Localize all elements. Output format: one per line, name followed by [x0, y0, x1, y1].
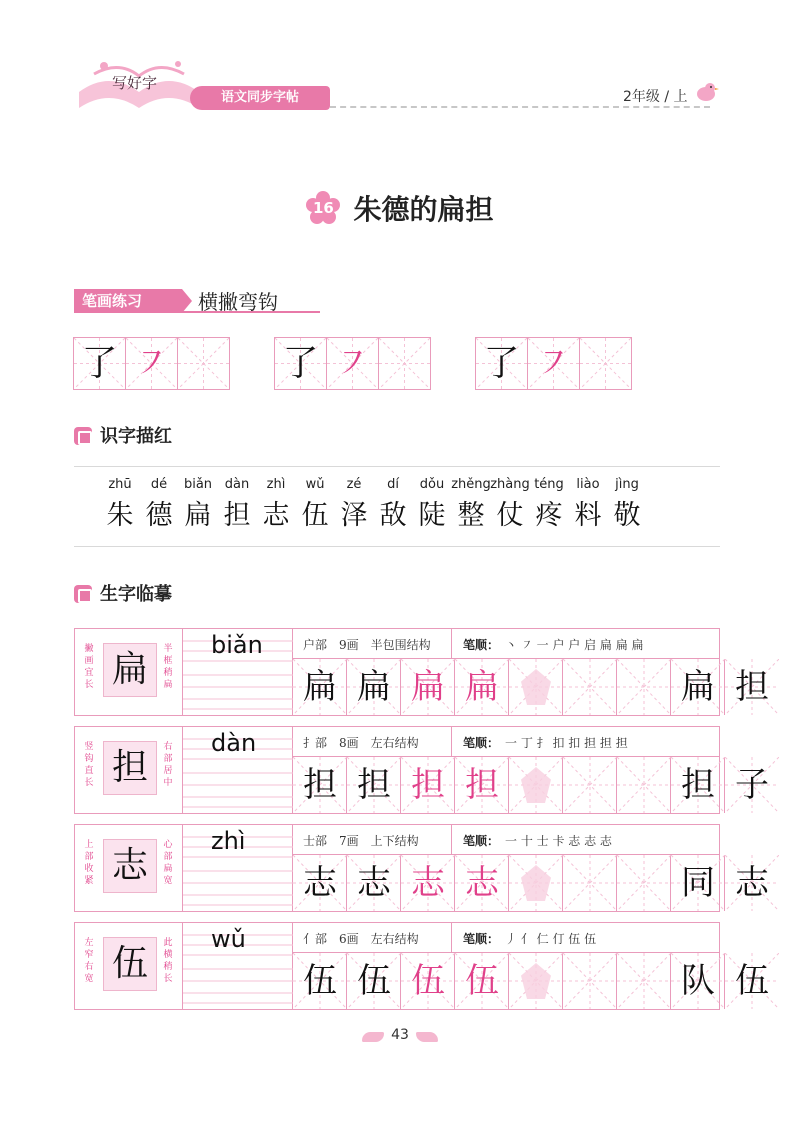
practice-character: 担: [681, 765, 715, 805]
practice-character: [563, 953, 617, 1009]
pinyin: dǒu: [419, 477, 445, 492]
stroke-order: 丿 亻 仁 仃 伍 伍: [505, 932, 597, 946]
practice-character: [509, 855, 563, 911]
practice-cell[interactable]: [617, 757, 671, 813]
practice-character: 担: [411, 765, 445, 805]
pinyin: liào: [576, 477, 600, 492]
radical-strokes-structure: 亻部 6画 左右结构: [303, 932, 419, 946]
lesson-number-badge: [306, 191, 340, 225]
trace-character[interactable]: 伍: [301, 500, 329, 531]
recognition-item: [139, 476, 179, 534]
practice-cell[interactable]: [401, 855, 455, 911]
practice-character: 志: [735, 863, 769, 903]
practice-character: 志: [465, 863, 499, 903]
model-character: 志: [111, 845, 148, 886]
practice-character: 扁: [303, 667, 337, 707]
practice-character: 志: [303, 863, 337, 903]
pinyin: zhì: [266, 477, 286, 492]
practice-cell[interactable]: [401, 659, 455, 715]
series-tag: 语文同步字帖: [190, 86, 330, 110]
practice-cell[interactable]: [725, 659, 779, 715]
trace-character[interactable]: 敬: [613, 500, 641, 531]
recognition-item: [178, 476, 218, 534]
practice-cell[interactable]: [293, 855, 347, 911]
practice-character: 扁: [411, 667, 445, 707]
practice-cell[interactable]: [509, 855, 563, 911]
model-character-box: [103, 839, 157, 893]
writing-tip-left: 上部收紧: [84, 840, 94, 886]
practice-cells: [293, 953, 779, 1009]
stroke-order-label: 笔顺：: [463, 932, 500, 946]
model-panel: [75, 825, 183, 911]
recognition-item: [217, 476, 257, 534]
radical-strokes-structure: 士部 7画 上下结构: [303, 834, 419, 848]
practice-cells: [293, 659, 779, 715]
practice-character: 担: [735, 667, 769, 707]
practice-character: 伍: [465, 961, 499, 1001]
stroke-order-label: 笔顺：: [463, 736, 500, 750]
page-number: 43: [391, 1027, 409, 1043]
practice-character: [509, 757, 563, 813]
stroke-order: 一 十 士 卡 志 志 志: [505, 834, 612, 848]
writing-tip-right: 右部居中: [163, 742, 173, 788]
model-character: 担: [111, 747, 148, 788]
stroke-order: 一 丁 扌 扣 扣 担 担 担: [505, 736, 628, 750]
trace-character[interactable]: 料: [574, 500, 602, 531]
model-panel: [75, 727, 183, 813]
pinyin: dí: [387, 477, 399, 492]
trace-character[interactable]: 整: [457, 500, 485, 531]
model-character-box: [103, 937, 157, 991]
stroke-cell[interactable]: ㇇: [125, 337, 178, 390]
practice-cell[interactable]: [617, 953, 671, 1009]
recognition-item: [295, 476, 335, 534]
stroke-grid-1: [74, 337, 230, 390]
practice-cell[interactable]: [509, 757, 563, 813]
practice-character: 伍: [735, 961, 769, 1001]
recognition-item: [412, 476, 452, 534]
practice-character: 担: [357, 765, 391, 805]
stroke-cell[interactable]: [579, 337, 632, 390]
stroke-cell[interactable]: 了: [274, 337, 327, 390]
recognition-item: [529, 476, 569, 534]
practice-cell[interactable]: [563, 757, 617, 813]
writing-tip-left: 左窄右宽: [84, 938, 94, 984]
practice-cell[interactable]: [293, 659, 347, 715]
practice-cell[interactable]: [293, 953, 347, 1009]
bird-icon: [694, 80, 720, 104]
pinyin-panel[interactable]: [183, 923, 293, 1009]
tracing-row: [74, 726, 769, 814]
leaf-icon: [416, 1032, 438, 1042]
practice-cell[interactable]: [347, 855, 401, 911]
pinyin-panel[interactable]: [183, 727, 293, 813]
practice-character: [563, 659, 617, 715]
practice-cell[interactable]: [671, 659, 725, 715]
pinyin-panel[interactable]: [183, 629, 293, 715]
practice-character: [509, 659, 563, 715]
practice-cell[interactable]: [401, 953, 455, 1009]
practice-cell[interactable]: [617, 855, 671, 911]
practice-character: 同: [681, 863, 715, 903]
pinyin: wǔ: [211, 925, 246, 953]
grade-label: 2年级 / 上: [623, 89, 688, 105]
trace-character[interactable]: 志: [262, 500, 290, 531]
stroke-underline: [74, 311, 320, 313]
practice-cell[interactable]: [671, 953, 725, 1009]
tracing-row: [74, 628, 769, 716]
practice-character: 扁: [465, 667, 499, 707]
stroke-order: 丶 ㇇ 一 户 户 启 扁 扁 扁: [505, 638, 644, 652]
practice-cell[interactable]: [563, 855, 617, 911]
pinyin: dé: [150, 477, 168, 492]
recognition-item: [100, 476, 140, 534]
lesson-title: 朱德的扁担: [353, 193, 494, 226]
radical-strokes-structure: 户部 9画 半包围结构: [303, 638, 431, 652]
practice-cell[interactable]: [401, 757, 455, 813]
trace-character[interactable]: 担: [223, 500, 251, 531]
stroke-order-label: 笔顺：: [463, 834, 500, 848]
pinyin: zhàng: [490, 477, 530, 492]
character-info: [293, 629, 719, 659]
practice-cell[interactable]: [509, 953, 563, 1009]
practice-character: [509, 953, 563, 1009]
practice-cell[interactable]: [671, 855, 725, 911]
model-character-box: [103, 741, 157, 795]
trace-character[interactable]: 德: [145, 500, 173, 531]
stroke-cell[interactable]: ㇇: [527, 337, 580, 390]
book-icon: [74, 427, 92, 445]
stroke-cell[interactable]: 了: [475, 337, 528, 390]
trace-character[interactable]: 泽: [340, 500, 368, 531]
pinyin: zé: [346, 477, 362, 492]
tracing-row: [74, 922, 769, 1010]
divider: [74, 466, 720, 467]
lesson-heading: [0, 188, 800, 228]
practice-cell[interactable]: [347, 757, 401, 813]
practice-character: 志: [411, 863, 445, 903]
practice-character: 伍: [411, 961, 445, 1001]
practice-cell[interactable]: [725, 757, 779, 813]
model-panel: [75, 923, 183, 1009]
practice-cell[interactable]: [455, 757, 509, 813]
writing-tip-left: 撇画宜长: [84, 644, 94, 690]
practice-cells: [293, 757, 779, 813]
pinyin: wǔ: [305, 477, 325, 492]
trace-character[interactable]: 仗: [496, 500, 524, 531]
header-divider: [330, 106, 710, 108]
stroke-cell[interactable]: 了: [73, 337, 126, 390]
practice-cell[interactable]: [293, 757, 347, 813]
model-panel: [75, 629, 183, 715]
notebook-icon: [74, 585, 92, 603]
tracing-row: [74, 824, 769, 912]
book-title: 写好字: [112, 74, 158, 92]
stroke-grid-2: [275, 337, 431, 390]
stroke-cell[interactable]: [177, 337, 230, 390]
character-info: [293, 727, 719, 757]
writing-tip-right: 此横稍长: [163, 938, 173, 984]
lesson-number: 16: [313, 199, 334, 217]
recognition-item: [334, 476, 374, 534]
recognition-item: [607, 476, 647, 534]
practice-cell[interactable]: [455, 953, 509, 1009]
recognition-heading: 识字描红: [74, 422, 172, 448]
practice-character: 子: [735, 765, 769, 805]
practice-character: 担: [303, 765, 337, 805]
practice-cells: [293, 855, 779, 911]
model-character: 伍: [111, 943, 148, 984]
writing-tip-right: 半框稍扁: [163, 644, 173, 690]
stroke-order-label: 笔顺：: [463, 638, 500, 652]
practice-character: [617, 855, 671, 911]
stroke-cell[interactable]: [378, 337, 431, 390]
divider: [74, 546, 720, 547]
practice-cell[interactable]: [347, 659, 401, 715]
pinyin: zhì: [211, 827, 246, 855]
pinyin: biǎn: [183, 477, 213, 492]
stroke-name: 横撇弯钩: [198, 290, 278, 314]
practice-character: 队: [681, 961, 715, 1001]
practice-character: 伍: [303, 961, 337, 1001]
stroke-cell[interactable]: ㇇: [326, 337, 379, 390]
stroke-grid-3: [476, 337, 632, 390]
practice-character: [617, 953, 671, 1009]
pinyin: jìng: [615, 477, 639, 492]
trace-character[interactable]: 陡: [418, 500, 446, 531]
recognition-list: [100, 476, 646, 534]
practice-cell[interactable]: [563, 953, 617, 1009]
model-character-box: [103, 643, 157, 697]
trace-character[interactable]: 朱: [106, 500, 134, 531]
recognition-item: [490, 476, 530, 534]
trace-character[interactable]: 敌: [379, 500, 407, 531]
practice-character: [617, 659, 671, 715]
practice-character: 志: [357, 863, 391, 903]
practice-character: 扁: [357, 667, 391, 707]
recognition-item: [373, 476, 413, 534]
writing-tip-left: 竖钩直长: [84, 742, 94, 788]
writing-tip-right: 心部扁宽: [163, 840, 173, 886]
model-character: 扁: [111, 649, 148, 690]
practice-cell[interactable]: [509, 659, 563, 715]
practice-character: [563, 757, 617, 813]
pinyin: zhū: [108, 477, 132, 492]
practice-character: [617, 757, 671, 813]
pinyin: téng: [534, 477, 564, 492]
stroke-practice-label: 笔画练习: [74, 289, 182, 313]
practice-cell[interactable]: [347, 953, 401, 1009]
pinyin: biǎn: [211, 631, 263, 659]
trace-character[interactable]: 扁: [184, 500, 212, 531]
pinyin-panel[interactable]: [183, 825, 293, 911]
practice-cell[interactable]: [725, 953, 779, 1009]
recognition-item: [568, 476, 608, 534]
practice-character: 担: [465, 765, 499, 805]
practice-character: 扁: [681, 667, 715, 707]
practice-character: 伍: [357, 961, 391, 1001]
recognition-item: [451, 476, 491, 534]
practice-cell[interactable]: [563, 659, 617, 715]
practice-cell[interactable]: [455, 855, 509, 911]
pinyin: zhěng: [451, 477, 491, 492]
character-info: [293, 923, 719, 953]
trace-character[interactable]: 疼: [535, 500, 563, 531]
practice-character: [563, 855, 617, 911]
pinyin: dàn: [224, 477, 250, 492]
tracing-heading: 生字临摹: [74, 580, 172, 606]
practice-cell[interactable]: [455, 659, 509, 715]
practice-cell[interactable]: [725, 855, 779, 911]
pinyin: dàn: [211, 729, 257, 757]
practice-cell[interactable]: [671, 757, 725, 813]
recognition-item: [256, 476, 296, 534]
character-info: [293, 825, 719, 855]
practice-cell[interactable]: [617, 659, 671, 715]
radical-strokes-structure: 扌部 8画 左右结构: [303, 736, 419, 750]
